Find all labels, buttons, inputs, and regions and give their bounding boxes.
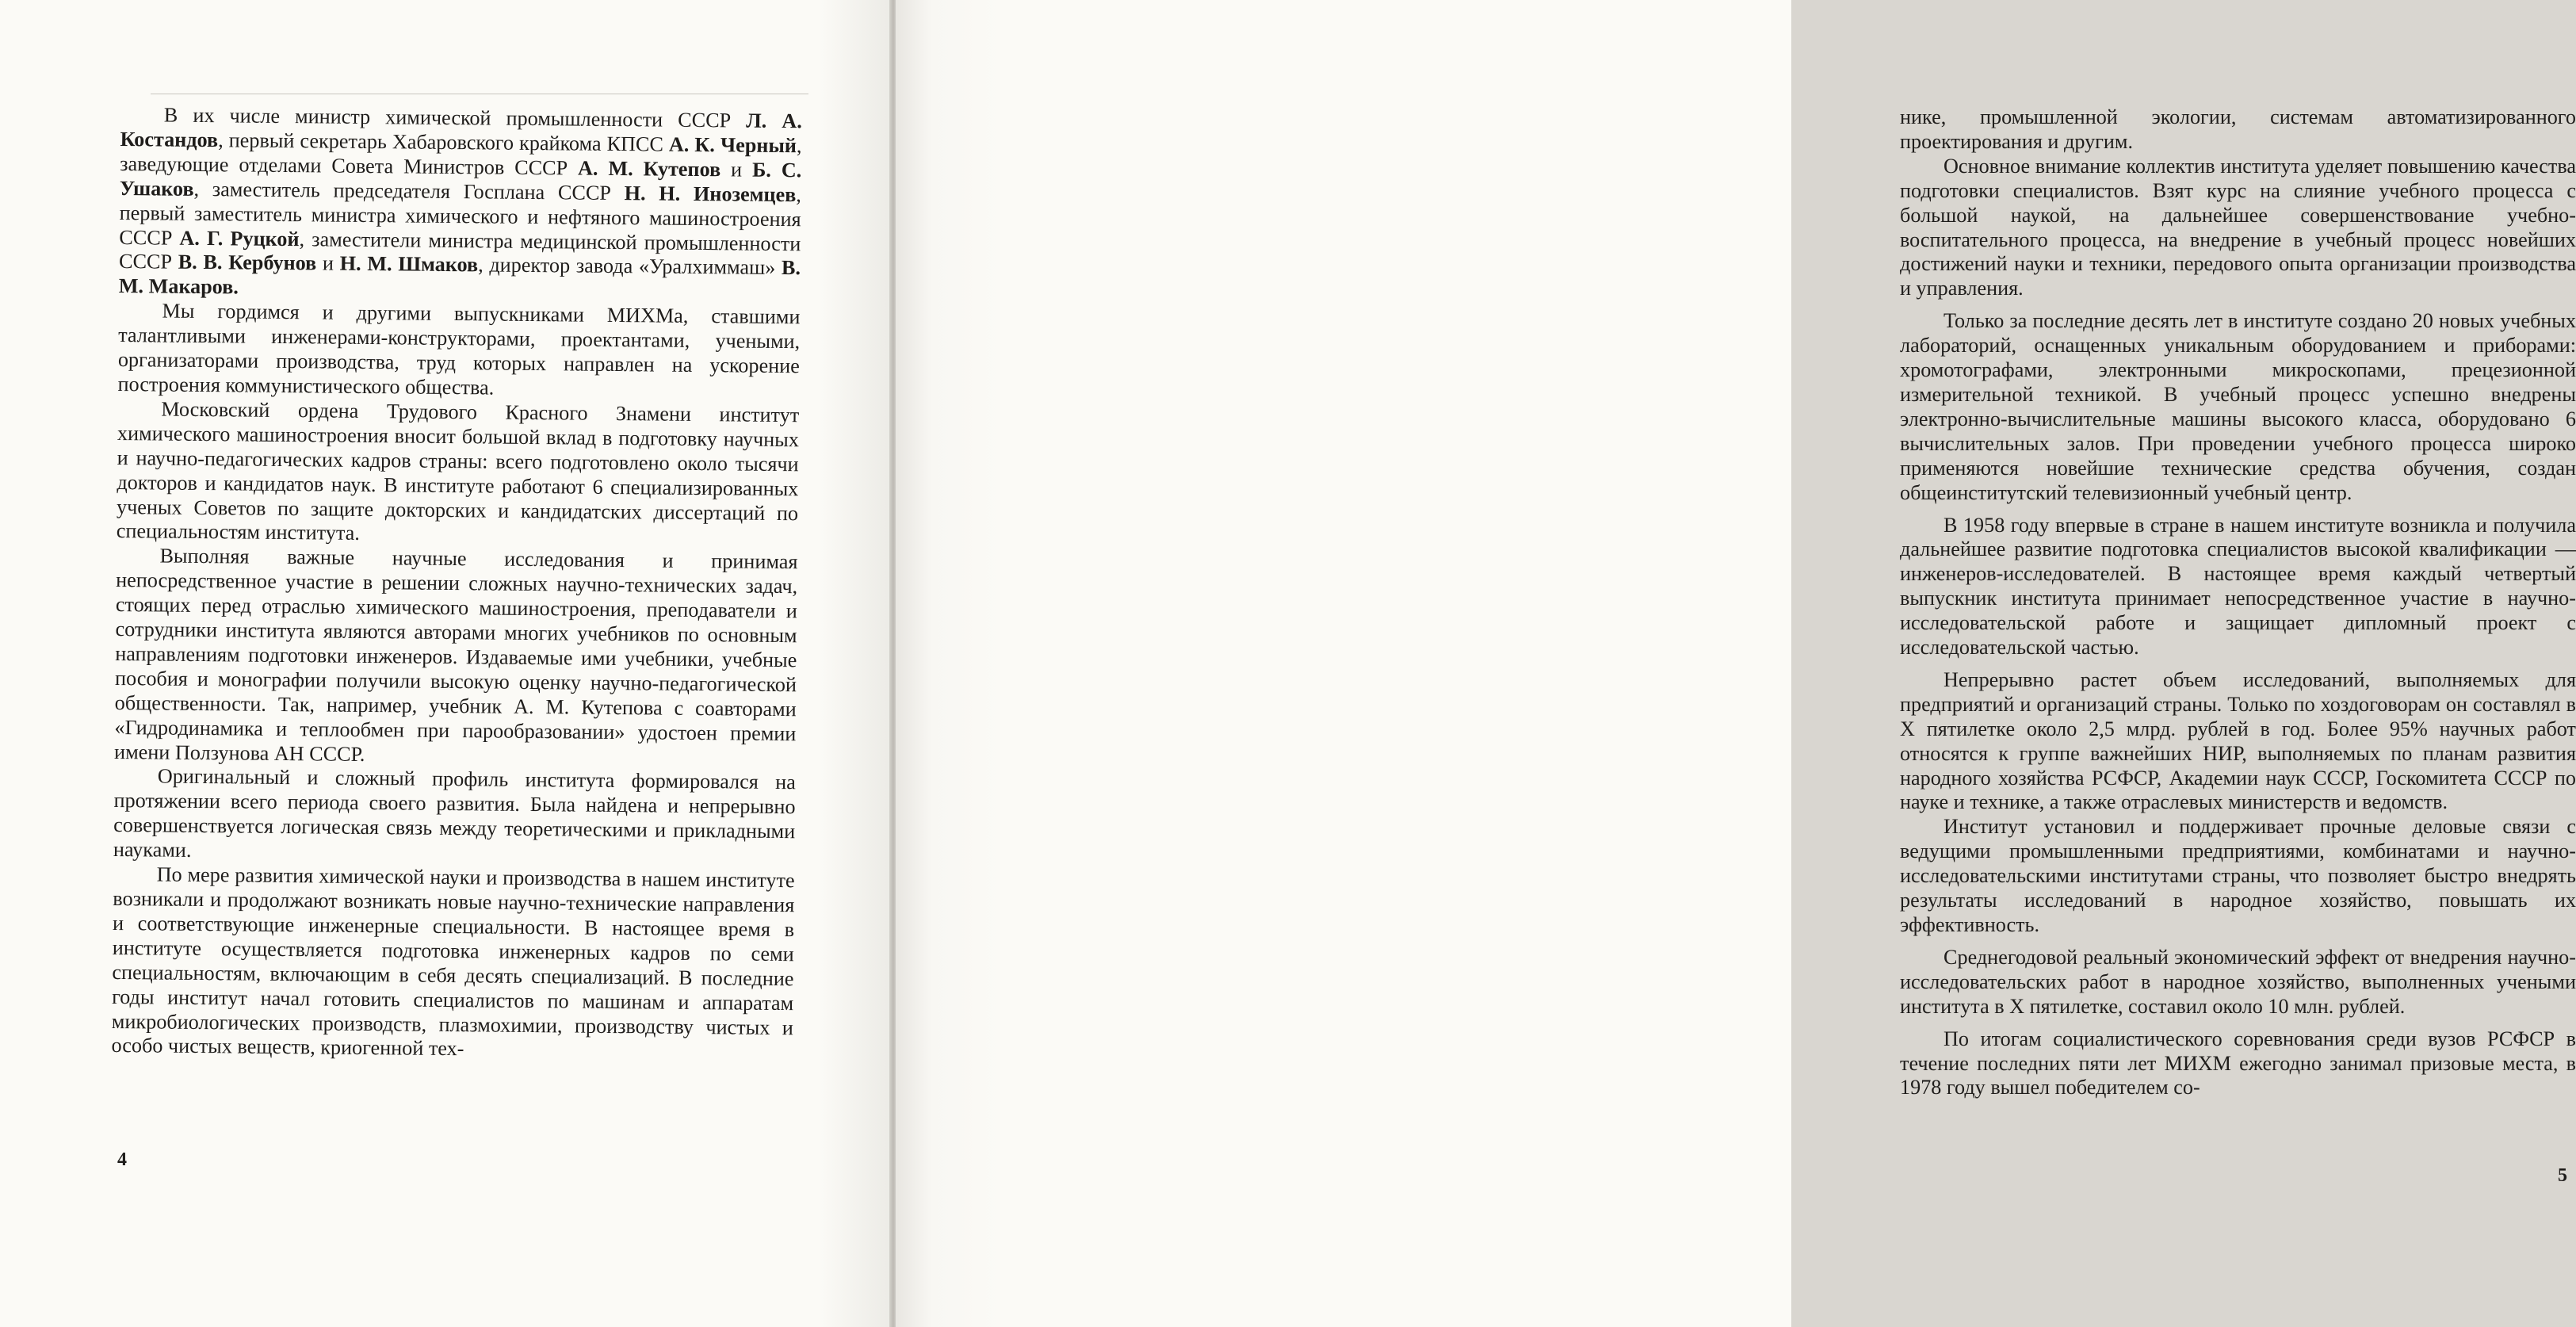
continued-paragraph: нике, промышленной экологии, системам автоматизированного проектирования и другим. [1900,105,2576,153]
person-name: А. К. Черный [668,132,797,158]
person-name: А. М. Кутепов [577,156,721,182]
person-name: В. М. Макаров. [118,256,801,299]
text-run: и [720,158,753,182]
paragraph: В 1958 году впервые в стране в нашем институте возникла и получила дальнейшее развитие подготовка специалистов высокой квалификации — инженеров-исследователей. В настоящее время каждый четвертый выпускник института принимает непосредственное участие в научно-исследовательской работе и защищает дипломный проект с исследовательской частью. [1900,513,2576,660]
text-run: и [316,251,340,276]
paragraph [117,397,800,551]
person-name: Н. М. Шмаков [339,252,479,277]
paragraph: Институт установил и поддерживает прочные деловые связи с ведущими промышленными предприятиями, комбинатами и научно-исследовательскими институтами страны, что позволяет быстро внедрять результаты исследований в народное хозяйство, повышать их эффективность. [1900,815,2576,936]
text-run: , заведующие отделами Совета Министров СССР [120,134,802,180]
text-run: В их числе министр химической промышленности СССР [163,103,747,132]
page-number-right: 5 [2558,1165,2567,1186]
person-name: Л. А. Костандов [120,109,802,152]
right-page [896,0,2576,1327]
paragraph: Только за последние десять лет в институте создано 20 новых учебных лабораторий, оснащенных уникальным оборудованием и приборами: хромотографами, электронными микроскопами, прецезионной измерительной техникой. В учебный процесс успешно внедрены электронно-вычислительные машины высокого класса, оборудовано 6 вычислительных залов. При проведении учебного процесса широко применяются новейшие технические средства обучения, создан общеинститутский телевизионный учебный центр. [1900,309,2576,504]
text-run: , директор завода «Уралхиммаш» [478,253,782,280]
person-name: В. В. Кербунов [178,250,317,275]
text-run: Московский ордена Трудового Красного Знамени институт химического машиностроения вносит большой вклад в подготовку научных и научно-педагогических кадров страны: всего подготовлено около тысячи докторов и кандидатов наук. В институте работают 6 специализированных ученых Советов по защите докторских и кандидатских диссертаций по специальностям института. [116,397,800,545]
person-name: А. Г. Руцкой [179,226,300,250]
text-run: По мере развития химической науки и производства в нашем институте возникали и продолжают возникать новые научно-технические направления и соответствующие инженерные специальности. В настоящее время в институте осуществляется подготовка инженерных кадров по семи специальностям, включающим в себя десять специализаций. В последние годы институт начал готовить специалистов по машинам и аппаратам микробиологических производств, плазмохимии, производству чистых и особо чистых веществ, криогенной тех- [111,862,795,1061]
paragraph: Основное внимание коллектив института уделяет повышению качества подготовки специалистов. Взят курс на слияние учебного процесса с большой наукой, на дальнейшее совершенствование учебно-воспитательного процесса, на внедрение в учебный процесс новейших достижений науки и техники, передового опыта организации производства и управления. [1900,154,2576,300]
text-run: Выполняя важные научные исследования и принимая непосредственное участие в решении сложных научно-технических задач, стоящих перед отраслью химического машиностроения, преподаватели и сотрудники института являются авторами многих учебников по основным направлениям подготовки инженеров. Издаваемые ими учебники, учебные пособия и монографии получили высокую оценку научно-педагогической общественности. Так, например, учебник А. М. Кутепова с соавторами «Гидродинамика и теплообмен при парообразовании» удостоен премии имени Ползунова АН СССР. [114,544,798,766]
text-run: , заместитель председателя Госплана СССР [193,177,625,205]
text-run: , первый секретарь Хабаровского крайкома КПСС [218,128,670,156]
right-text-column [1900,105,2576,1100]
paragraph: Среднегодовой реальный экономический эффект от внедрения научно-исследовательских работ в народное хозяйство, выполненных учеными института в X пятилетке, составил около 10 млн. рублей. [1900,945,2576,1018]
text-run: , заместители министра медицинской промышленности СССР [118,227,801,274]
person-name: Н. Н. Иноземцев [624,181,797,206]
person-name: Б. С. Ушаков [119,158,802,201]
paragraph [119,103,802,305]
left-page [0,0,892,1327]
paragraph: По итогам социалистического соревнования среди вузов РСФСР в течение последних пяти лет МИХМ ежегодно занимал призовые места, в 1978 году вышел победителем со- [1900,1027,2576,1099]
text-run: Оригинальный и сложный профиль института формировался на протяжении всего периода своего развития. Была найдена и непрерывно совершенствуется логическая связь между теоретическими и прикладными науками. [113,764,796,862]
left-text-column [111,103,802,1065]
paragraph [113,764,796,869]
text-run: Мы гордимся и другими выпускниками МИХМа, ставшими талантливыми инженерами-конструкторами, проектантами, учеными, организаторами производства, труд которых направлен на ускорение построения коммунистического общества. [117,299,801,400]
page-number-left: 4 [117,1149,127,1170]
paragraph [114,544,798,771]
paragraph [111,862,794,1065]
paragraph [117,299,800,403]
paragraph: Непрерывно растет объем исследований, выполняемых для предприятий и организаций страны. Только по хоздоговорам он составлял в X пятилетке около 2,5 млрд. рублей в год. Более 95% научных работ относятся к группе важнейших НИР, выполняемых по планам развития народного хозяйства РСФСР, Академии наук СССР, Госкомитета СССР по науке и технике, а также отраслевых министерств и ведомств. [1900,667,2576,814]
text-run: , первый заместитель министра химического и нефтяного машиностроения СССР [119,182,802,250]
